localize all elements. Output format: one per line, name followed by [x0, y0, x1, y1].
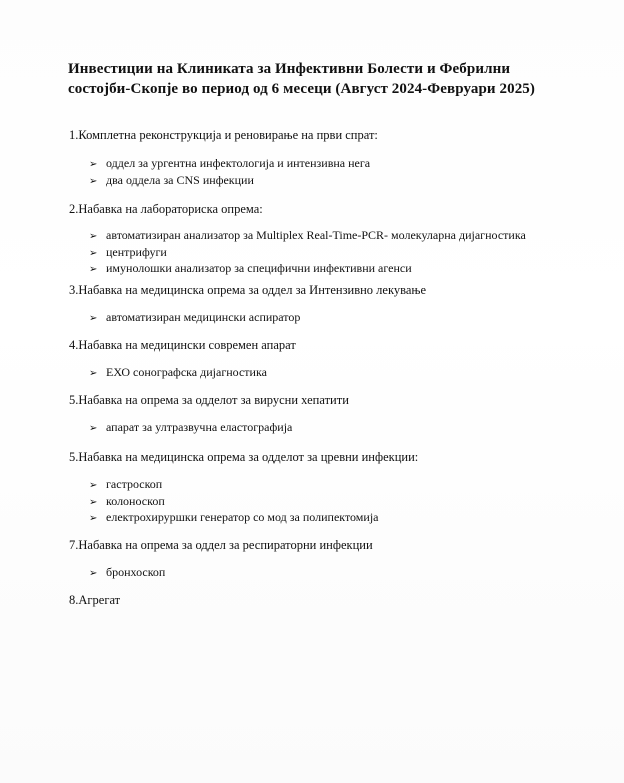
section-2 [69, 202, 609, 278]
list-item-text: автоматизиран медицински аспиратор [106, 309, 301, 324]
arrow-bullet-icon: ➢ [89, 231, 98, 242]
list-item-text: електрохируршки генератор со мод за полипектомија [106, 510, 379, 524]
list-item [89, 494, 609, 511]
list-item-text: ЕХО сонографска дијагностика [106, 365, 267, 379]
section-heading: 2.Набавка на лабораториска опрема: [69, 202, 263, 216]
section-1 [69, 128, 609, 189]
list-item-text: имунолошки анализатор за специфични инфективни агенси [106, 261, 412, 275]
list-item-text: бронхоскоп [106, 564, 166, 579]
arrow-bullet-icon: ➢ [89, 480, 98, 491]
section-item-list [69, 420, 609, 437]
section-4 [69, 338, 609, 382]
section-5 [69, 393, 609, 437]
arrow-bullet-icon: ➢ [89, 175, 98, 187]
list-item [89, 261, 609, 278]
list-item [89, 156, 609, 173]
list-item [89, 228, 609, 245]
section-item-list [69, 477, 609, 527]
section-heading: 5.Набавка на опрема за одделот за вирусни хепатити [69, 392, 349, 407]
list-item-text: колоноскоп [106, 493, 165, 508]
section-7 [69, 538, 609, 582]
investment-list [69, 128, 609, 620]
section-item-list [69, 565, 609, 582]
list-item-text: гастроскоп [106, 477, 163, 491]
section-item-list [69, 310, 609, 327]
arrow-bullet-icon: ➢ [89, 496, 98, 508]
section-3 [69, 283, 609, 327]
title-line-2: состојби-Скопје во период од 6 месеци (Август 2024-Февруари 2025) [68, 81, 535, 97]
section-heading: 4.Набавка на медицински современ апарат [69, 338, 296, 352]
arrow-bullet-icon: ➢ [89, 422, 98, 434]
list-item-text: центрифуги [106, 244, 167, 259]
section-heading: 7.Набавка на опрема за оддел за респираторни инфекции [69, 537, 373, 552]
section-8 [69, 593, 609, 608]
document-title [68, 59, 588, 99]
section-item-list [69, 365, 609, 382]
arrow-bullet-icon: ➢ [89, 264, 98, 275]
arrow-bullet-icon: ➢ [89, 513, 98, 524]
list-item-text: два оддела за CNS инфекции [106, 172, 254, 187]
list-item-text: апарат за ултразвучна еластографија [106, 419, 293, 434]
arrow-bullet-icon: ➢ [89, 159, 98, 170]
title-line-1: Инвестиции на Клиниката за Инфективни Болести и Фебрилни [68, 61, 511, 77]
list-item [89, 510, 609, 527]
section-heading: 5.Набавка на медицинска опрема за одделот за цревни инфекции: [69, 450, 419, 464]
list-item [89, 565, 609, 582]
section-item-list [69, 156, 609, 189]
arrow-bullet-icon: ➢ [89, 567, 98, 579]
arrow-bullet-icon: ➢ [89, 368, 98, 379]
list-item [89, 365, 609, 382]
list-item-text: автоматизиран анализатор за Multiplex Real-Time-PCR- молекуларна дијагностика [106, 228, 526, 242]
section-heading: 3.Набавка на медицинска опрема за оддел за Интензивно лекување [69, 282, 426, 297]
section-item-list [69, 228, 609, 278]
section-heading: 1.Комплетна реконструкција и реновирање на први спрат: [69, 128, 378, 142]
section-6 [69, 450, 609, 527]
list-item [89, 245, 609, 262]
list-item [89, 420, 609, 437]
section-heading: 8.Агрегат [69, 593, 121, 607]
arrow-bullet-icon: ➢ [89, 312, 98, 324]
list-item [89, 310, 609, 327]
list-item [89, 477, 609, 494]
list-item [89, 173, 609, 190]
list-item-text: оддел за ургентна инфектологија и интензивна нега [106, 156, 371, 170]
arrow-bullet-icon: ➢ [89, 247, 98, 259]
